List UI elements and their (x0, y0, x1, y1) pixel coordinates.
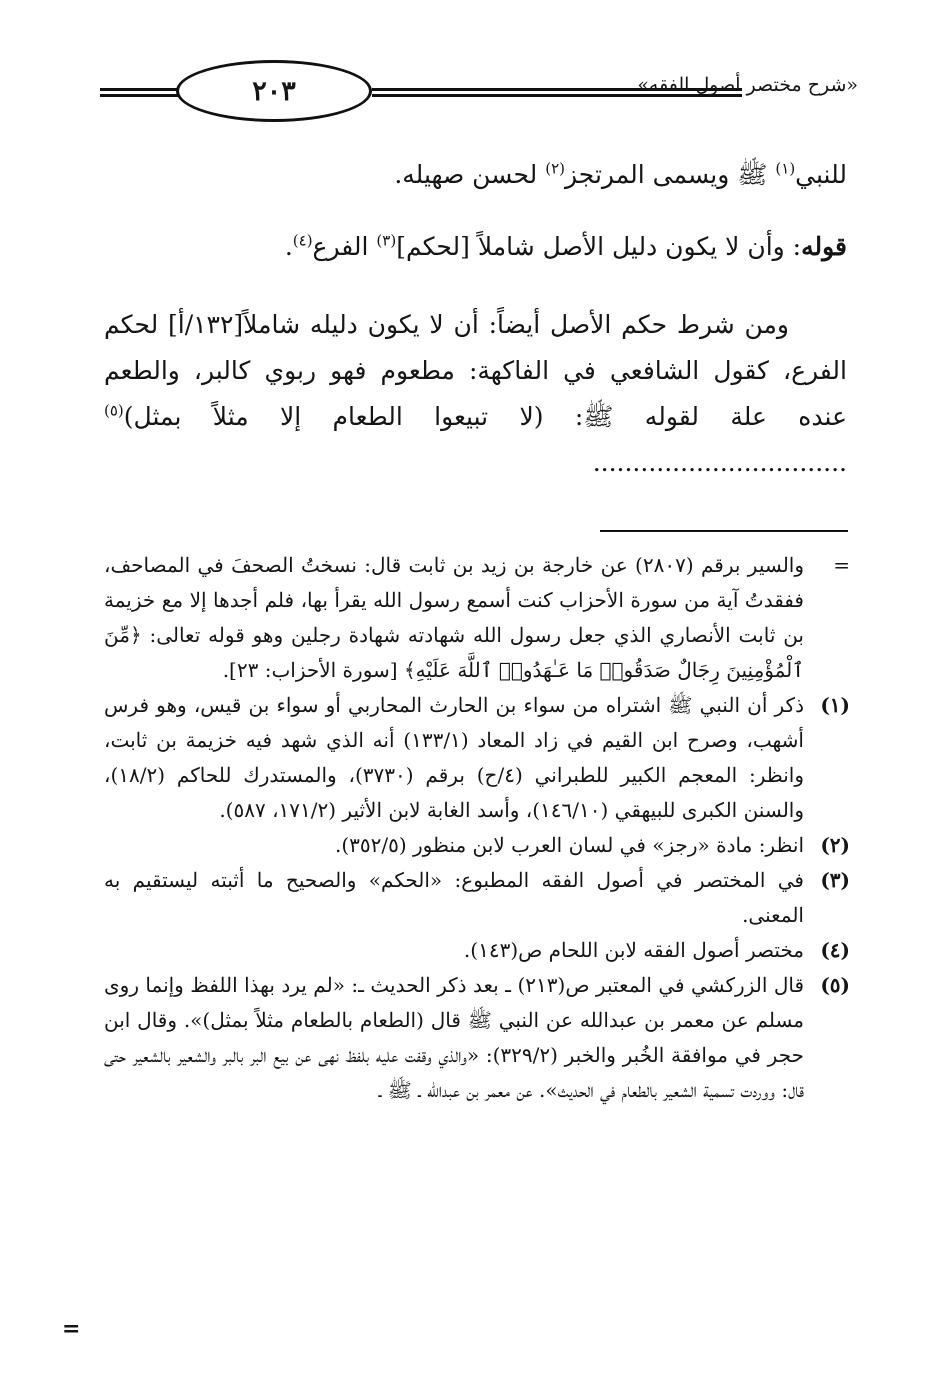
footnote-3 (104, 863, 850, 933)
p1-text-a: للنبي (795, 160, 847, 189)
footnote-ref-2: (٢) (545, 159, 566, 178)
footnote-2 (104, 828, 850, 863)
footnote-continued (104, 548, 850, 688)
footnote-ref-4: (٤) (292, 231, 313, 250)
footnote-text: انظر: مادة «رجز» في لسان العرب لابن منظور (٣٥٢/٥). (334, 833, 804, 857)
p1-text-b: ﷺ ويسمى المرتجز (565, 160, 768, 189)
footnote-text: والسير برقم (٢٨٠٧) عن خارجة بن زيد بن ثابت قال: نسختُ الصحفَ في المصاحف، ففقدتُ آية من سورة الأحزاب كنت أسمع رسول الله يقرأ بها، فلم أجدها إلا مع خزيمة بن ثابت الأنصاري الذي جعل رسول الله شهادته شهادة رجلين وهو قوله تعالى: ﴿مِّنَ ٱلْمُؤْمِنِينَ رِجَالٌ صَدَقُوا۟ مَا عَـٰهَدُوا۟ ٱللَّهَ عَلَيْهِ﴾ [سورة الأحزاب: ٢٣]. (104, 553, 805, 682)
p1-text-c: لحسن صهيله. (394, 160, 538, 189)
footnote-text: ذكر أن النبي ﷺ اشتراه من سواء بن الحارث المحاربي أو سواء بن قيس، وهو فرس أشهب، وصرح ابن القيم في زاد المعاد (١٣٣/١) أنه الذي شهد فيه خزيمة بن ثابت، وانظر: المعجم الكبير للطبراني (٤/ح) برقم (٣٧٣٠)، والمستدرك للحاكم (١٨/٢)، والسنن الكبرى للبيهقي (١٤٦/١٠)، وأسد الغابة لابن الأثير (١٧١/٢، ٥٨٧). (104, 693, 804, 822)
footnote-text: في المختصر في أصول الفقه المطبوع: «الحكم» والصحيح ما أثبته ليستقيم به المعنى. (104, 868, 804, 927)
running-title: «شرح مختصر أصول الفقه» (637, 74, 858, 96)
page-number: ٢٠٣ (176, 60, 372, 122)
main-paragraph-3 (104, 302, 847, 486)
footnote-5 (104, 968, 850, 1108)
footnote-ref-1: (١) (775, 159, 796, 178)
main-paragraph-1 (104, 152, 847, 198)
footnote-number: (٤) (820, 938, 850, 962)
footnote-number: (٥) (820, 973, 850, 997)
footnote-text: قال الزركشي في المعتبر ص(٢١٣) ـ بعد ذكر الحديث ـ: «لم يرد بهذا اللفظ وإنما روى مسلم عن معمر بن عبدالله عن النبي ﷺ قال (الطعام بالطعام مثلاً بمثل)». وقال ابن حجر في موافقة الخُبر والخبر (٣٢٩/٢): «والذي وقفت عليه بلفظ نهى عن بيع البر بالبر والشعير بالشعير حتى قال: ووردت تسمية الشعير بالطعام في الحديث». عن معمر بن عبدالله ـ ﷺ ـ (104, 973, 805, 1102)
page-header (100, 56, 860, 126)
main-paragraph-2 (104, 224, 847, 270)
footnote-separator (600, 530, 848, 532)
p3-text: ومن شرط حكم الأصل أيضاً: أن لا يكون دليله شاملاً[١٣٢/أ] لحكم الفرع، كقول الشافعي في الفاكهة: مطعوم فهو ربوي كالبر، والطعم عنده علة لقوله ﷺ: (لا تبيعوا الطعام إلا مثلاً بمثل) (104, 310, 847, 431)
footnote-text: مختصر أصول الفقه لابن اللحام ص(١٤٣). (463, 938, 804, 962)
footnote-ref-3: (٣) (376, 231, 397, 250)
continuation-mark-end: = (62, 1316, 81, 1342)
qawluh-label: قوله (801, 232, 847, 261)
continuation-mark: = (833, 553, 850, 577)
footnote-4 (104, 933, 850, 968)
footnote-1 (104, 688, 850, 828)
footnote-number: (٣) (820, 868, 850, 892)
ellipsis-dots: ................................ (592, 448, 847, 477)
p2-text-c: . (284, 232, 293, 261)
header-rule-left (100, 88, 178, 97)
footnote-number: (١) (820, 693, 850, 717)
footnote-ref-5: (٥) (104, 401, 124, 420)
p2-text-b: الفرع (312, 232, 369, 261)
footnote-number: (٢) (820, 833, 850, 857)
p2-text-a: : وأن لا يكون دليل الأصل شاملاً [لحكم] (396, 232, 802, 261)
footnotes (104, 548, 850, 1108)
